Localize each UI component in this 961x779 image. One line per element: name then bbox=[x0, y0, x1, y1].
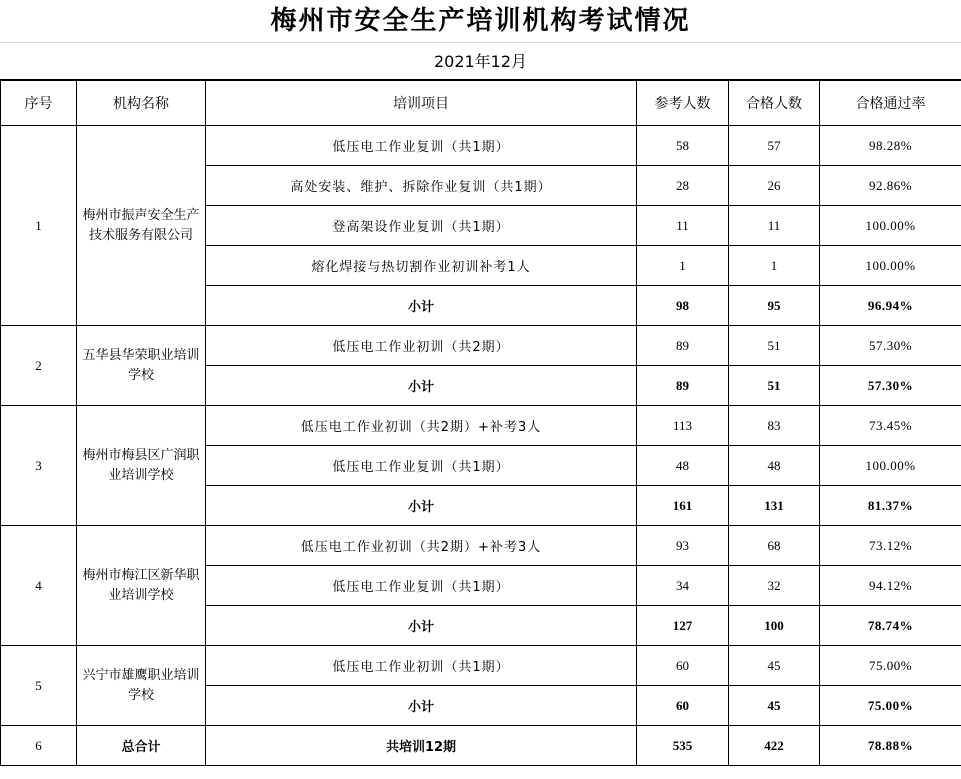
table-body bbox=[1, 81, 961, 766]
table-row bbox=[1, 526, 961, 566]
rate-cell[interactable]: 73.12% bbox=[820, 526, 961, 566]
participants-cell[interactable]: 89 bbox=[637, 326, 729, 366]
rate-cell[interactable]: 57.30% bbox=[820, 326, 961, 366]
project-cell[interactable]: 低压电工作业初训（共1期） bbox=[206, 646, 637, 686]
org-name-cell[interactable]: 梅州市梅县区广润职业培训学校 bbox=[77, 406, 206, 526]
seq-cell[interactable]: 5 bbox=[1, 646, 77, 726]
passed-cell[interactable]: 48 bbox=[729, 446, 820, 486]
passed-cell[interactable]: 26 bbox=[729, 166, 820, 206]
subtotal-participants-cell[interactable]: 60 bbox=[637, 686, 729, 726]
subtotal-passed-cell[interactable]: 131 bbox=[729, 486, 820, 526]
report-date: 2021年12月 bbox=[0, 42, 961, 80]
passed-cell[interactable]: 11 bbox=[729, 206, 820, 246]
total-passed-cell[interactable]: 422 bbox=[729, 726, 820, 766]
subtotal-participants-cell[interactable]: 89 bbox=[637, 366, 729, 406]
passed-cell[interactable]: 1 bbox=[729, 246, 820, 286]
header-rate[interactable]: 合格通过率 bbox=[820, 81, 961, 126]
total-rate-cell[interactable]: 78.88% bbox=[820, 726, 961, 766]
rate-cell[interactable]: 100.00% bbox=[820, 206, 961, 246]
participants-cell[interactable]: 34 bbox=[637, 566, 729, 606]
header-org[interactable]: 机构名称 bbox=[77, 81, 206, 126]
header-passed[interactable]: 合格人数 bbox=[729, 81, 820, 126]
rate-cell[interactable]: 73.45% bbox=[820, 406, 961, 446]
rate-cell[interactable]: 98.28% bbox=[820, 126, 961, 166]
subtotal-passed-cell[interactable]: 45 bbox=[729, 686, 820, 726]
header-row bbox=[1, 81, 961, 126]
rate-cell[interactable]: 100.00% bbox=[820, 246, 961, 286]
project-cell[interactable]: 熔化焊接与热切割作业初训补考1人 bbox=[206, 246, 637, 286]
org-name-cell[interactable]: 梅州市振声安全生产技术服务有限公司 bbox=[77, 126, 206, 326]
subtotal-participants-cell[interactable]: 161 bbox=[637, 486, 729, 526]
subtotal-label-cell[interactable]: 小计 bbox=[206, 366, 637, 406]
subtotal-participants-cell[interactable]: 127 bbox=[637, 606, 729, 646]
passed-cell[interactable]: 51 bbox=[729, 326, 820, 366]
header-seq[interactable]: 序号 bbox=[1, 81, 77, 126]
grand-total-row bbox=[1, 726, 961, 766]
total-project-cell[interactable]: 共培训12期 bbox=[206, 726, 637, 766]
participants-cell[interactable]: 113 bbox=[637, 406, 729, 446]
seq-cell[interactable]: 2 bbox=[1, 326, 77, 406]
subtotal-passed-cell[interactable]: 95 bbox=[729, 286, 820, 326]
project-cell[interactable]: 低压电工作业复训（共1期） bbox=[206, 566, 637, 606]
subtotal-rate-cell[interactable]: 81.37% bbox=[820, 486, 961, 526]
org-name-cell[interactable]: 梅州市梅江区新华职业培训学校 bbox=[77, 526, 206, 646]
total-seq-cell[interactable]: 6 bbox=[1, 726, 77, 766]
project-cell[interactable]: 登高架设作业复训（共1期） bbox=[206, 206, 637, 246]
subtotal-rate-cell[interactable]: 96.94% bbox=[820, 286, 961, 326]
participants-cell[interactable]: 1 bbox=[637, 246, 729, 286]
total-participants-cell[interactable]: 535 bbox=[637, 726, 729, 766]
project-cell[interactable]: 低压电工作业初训（共2期） bbox=[206, 326, 637, 366]
subtotal-label-cell[interactable]: 小计 bbox=[206, 286, 637, 326]
passed-cell[interactable]: 83 bbox=[729, 406, 820, 446]
table-row bbox=[1, 646, 961, 686]
passed-cell[interactable]: 45 bbox=[729, 646, 820, 686]
results-table bbox=[0, 80, 961, 766]
participants-cell[interactable]: 11 bbox=[637, 206, 729, 246]
passed-cell[interactable]: 68 bbox=[729, 526, 820, 566]
org-name-cell[interactable]: 兴宁市雄鹰职业培训学校 bbox=[77, 646, 206, 726]
rate-cell[interactable]: 92.86% bbox=[820, 166, 961, 206]
header-project[interactable]: 培训项目 bbox=[206, 81, 637, 126]
subtotal-label-cell[interactable]: 小计 bbox=[206, 686, 637, 726]
project-cell[interactable]: 低压电工作业复训（共1期） bbox=[206, 446, 637, 486]
project-cell[interactable]: 低压电工作业复训（共1期） bbox=[206, 126, 637, 166]
seq-cell[interactable]: 1 bbox=[1, 126, 77, 326]
passed-cell[interactable]: 57 bbox=[729, 126, 820, 166]
passed-cell[interactable]: 32 bbox=[729, 566, 820, 606]
project-cell[interactable]: 高处安装、维护、拆除作业复训（共1期） bbox=[206, 166, 637, 206]
participants-cell[interactable]: 58 bbox=[637, 126, 729, 166]
page-title: 梅州市安全生产培训机构考试情况 bbox=[270, 6, 691, 36]
subtotal-rate-cell[interactable]: 75.00% bbox=[820, 686, 961, 726]
subtotal-passed-cell[interactable]: 51 bbox=[729, 366, 820, 406]
table-row bbox=[1, 406, 961, 446]
participants-cell[interactable]: 93 bbox=[637, 526, 729, 566]
rate-cell[interactable]: 100.00% bbox=[820, 446, 961, 486]
total-label-cell[interactable]: 总合计 bbox=[77, 726, 206, 766]
table-row bbox=[1, 326, 961, 366]
subtotal-rate-cell[interactable]: 57.30% bbox=[820, 366, 961, 406]
subtotal-label-cell[interactable]: 小计 bbox=[206, 486, 637, 526]
org-name-cell[interactable]: 五华县华荣职业培训学校 bbox=[77, 326, 206, 406]
rate-cell[interactable]: 75.00% bbox=[820, 646, 961, 686]
project-cell[interactable]: 低压电工作业初训（共2期）+补考3人 bbox=[206, 526, 637, 566]
seq-cell[interactable]: 4 bbox=[1, 526, 77, 646]
participants-cell[interactable]: 48 bbox=[637, 446, 729, 486]
seq-cell[interactable]: 3 bbox=[1, 406, 77, 526]
participants-cell[interactable]: 28 bbox=[637, 166, 729, 206]
header-participants[interactable]: 参考人数 bbox=[637, 81, 729, 126]
table-row bbox=[1, 126, 961, 166]
subtotal-label-cell[interactable]: 小计 bbox=[206, 606, 637, 646]
subtotal-participants-cell[interactable]: 98 bbox=[637, 286, 729, 326]
participants-cell[interactable]: 60 bbox=[637, 646, 729, 686]
project-cell[interactable]: 低压电工作业初训（共2期）+补考3人 bbox=[206, 406, 637, 446]
subtotal-passed-cell[interactable]: 100 bbox=[729, 606, 820, 646]
rate-cell[interactable]: 94.12% bbox=[820, 566, 961, 606]
subtotal-rate-cell[interactable]: 78.74% bbox=[820, 606, 961, 646]
